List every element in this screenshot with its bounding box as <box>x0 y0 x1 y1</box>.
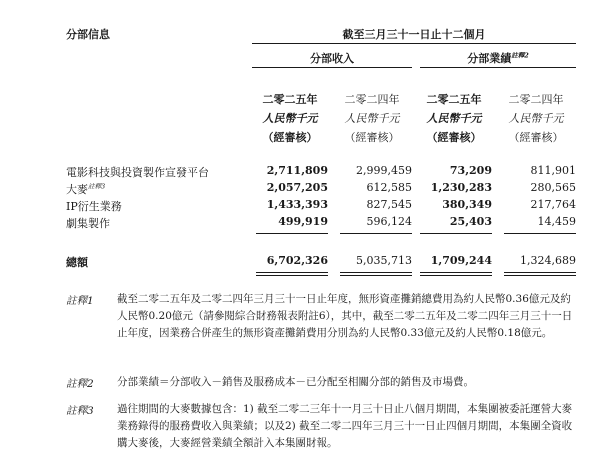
group-results-header: 分部業績$^{註釋2}$ <box>467 51 529 65</box>
row-value: 596,124 <box>366 215 412 228</box>
col3-currency: 人民幣千元 <box>426 112 482 125</box>
row-value: 1,230,283 <box>430 181 492 194</box>
row-value: 2,999,459 <box>356 164 412 177</box>
row-value: 25,403 <box>449 215 492 228</box>
subtotal-line <box>504 233 576 234</box>
total-underline <box>504 272 576 273</box>
note-text: 分部業績＝分部收入－銷售及服務成本－已分配至相關分部的銷售及市場費。 <box>117 376 474 388</box>
total-value: 1,709,244 <box>430 254 492 267</box>
col1-year: 二零二五年 <box>262 93 318 106</box>
row-value: 612,585 <box>366 181 412 194</box>
total-underline <box>504 275 576 276</box>
section-title: 分部信息 <box>66 28 110 41</box>
row-value: 380,349 <box>442 198 492 211</box>
row-value: 2,711,809 <box>266 164 328 177</box>
total-value: 6,702,326 <box>266 254 328 267</box>
subtotal-line <box>340 233 412 234</box>
col3-audited: （經審核） <box>426 131 482 144</box>
header-divider <box>252 43 576 44</box>
group-revenue-header: 分部收入 <box>310 52 354 65</box>
row-value: 14,459 <box>537 215 576 228</box>
total-value: 1,324,689 <box>520 254 576 267</box>
results-divider <box>420 67 576 68</box>
row-value: 280,565 <box>530 181 576 194</box>
col4-year: 二零二四年 <box>508 93 564 106</box>
period-header: 截至三月三十一日止十二個月 <box>342 28 486 41</box>
total-underline <box>340 275 412 276</box>
note-label: 註釋1 <box>66 295 94 307</box>
row-value: 827,545 <box>366 198 412 211</box>
note-label: 註釋2 <box>66 378 94 390</box>
row-label: IP衍生業務 <box>66 200 122 213</box>
total-value: 5,035,713 <box>356 254 412 267</box>
total-underline <box>340 272 412 273</box>
total-underline <box>256 272 328 273</box>
note-label: 註釋3 <box>66 405 94 417</box>
col2-audited: （經審核） <box>344 131 400 144</box>
revenue-divider <box>252 67 412 68</box>
col2-year: 二零二四年 <box>344 93 400 106</box>
col3-year: 二零二五年 <box>426 93 482 106</box>
row-value: 811,901 <box>530 164 576 177</box>
col4-audited: （經審核） <box>508 131 564 144</box>
row-value: 1,433,393 <box>266 198 328 211</box>
row-value: 2,057,205 <box>266 181 328 194</box>
total-underline <box>420 275 492 276</box>
subtotal-line <box>256 233 328 234</box>
total-underline <box>420 272 492 273</box>
row-value: 499,919 <box>278 215 328 228</box>
subtotal-line <box>420 233 492 234</box>
col2-currency: 人民幣千元 <box>344 112 400 125</box>
col1-currency: 人民幣千元 <box>262 112 318 125</box>
note-text: 截至二零二五年及二零二四年三月三十一日止年度，無形資產攤銷總費用為約人民幣0.36億元及約人民幣0.20億元（請參閱綜合財務報表附註6），其中，截至二零二五年及二零二四年三月三十一日止年度，因業務合併產生的無形資產攤銷費用分別為約人民幣0.33億元及約人民幣0.18億元。 <box>117 293 573 339</box>
total-underline <box>256 275 328 276</box>
row-label: 大麥$^{註釋3}$ <box>66 182 106 196</box>
col1-audited: （經審核） <box>262 131 318 144</box>
row-value: 217,764 <box>530 198 576 211</box>
total-label: 總額 <box>66 256 88 269</box>
row-label: 電影科技與投資製作宣發平台 <box>66 166 209 179</box>
note-text: 過往期間的大麥數據包含：1) 截至二零二三年十一月三十日止八個月期間，本集團被委託運營大麥業務錄得的服務費收入與業績；以及2) 截至二零二四年三月三十一日止四個月期間，本集團全資收購大麥後，大麥經營業績全額計入本集團財報。 <box>117 403 573 449</box>
row-label: 劇集製作 <box>66 217 110 230</box>
col4-currency: 人民幣千元 <box>508 112 564 125</box>
row-value: 73,209 <box>449 164 492 177</box>
